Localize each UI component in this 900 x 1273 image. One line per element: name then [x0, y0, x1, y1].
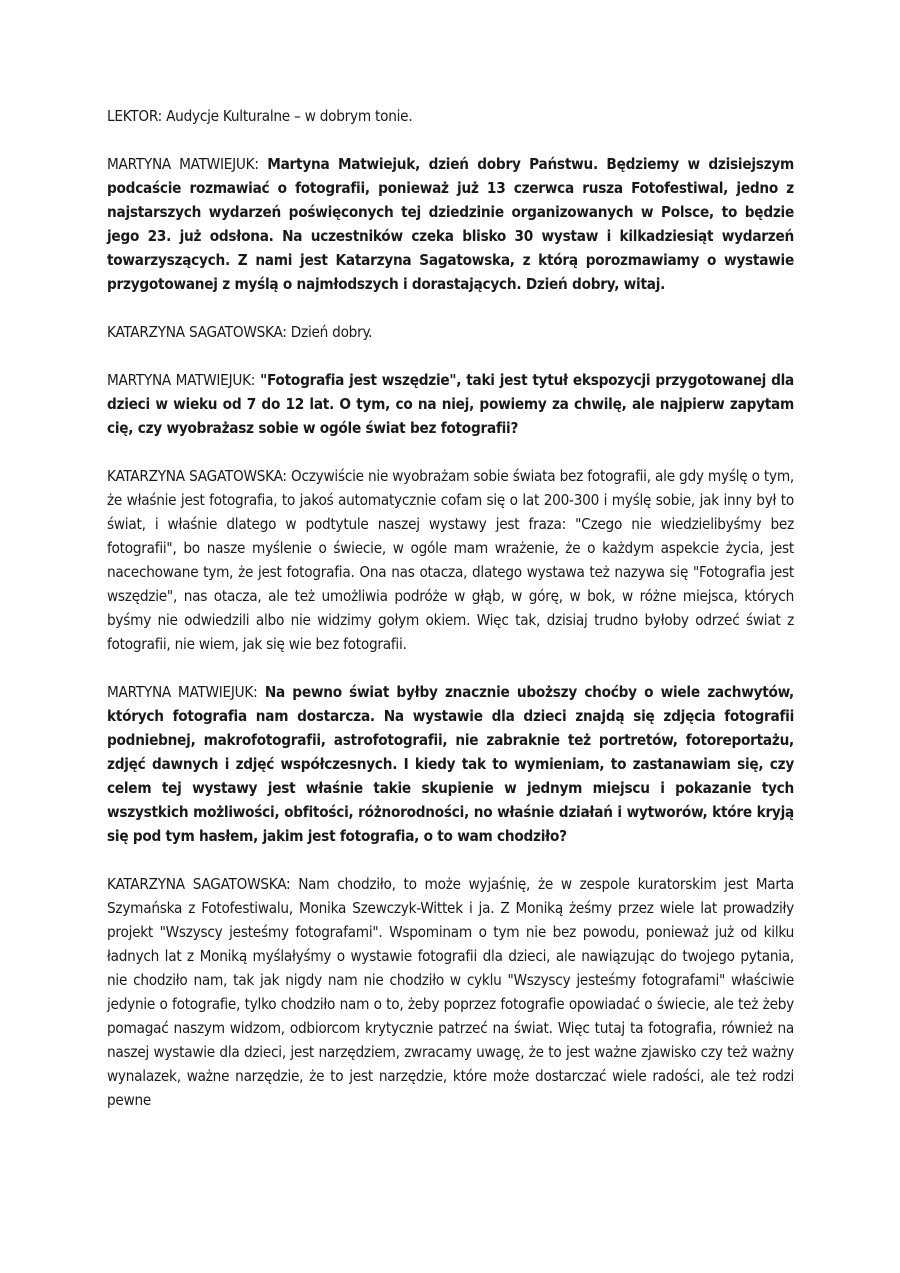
transcript-paragraph-matwiejuk-question-2 [107, 680, 794, 848]
paragraph-text: Nam chodziło, to może wyjaśnię, że w zespole kuratorskim jest Marta Szymańska z Fotofestiwalu, Monika Szewczyk-Wittek i ja. Z Moniką żeśmy przez wiele lat prowadziły projekt "Wszyscy jesteśmy fotografami". Wspominam o tym nie bez powodu, ponieważ już od kilku ładnych lat z Moniką myślałyśmy o wystawie fotografii dla dzieci, ale nawiązując do twojego pytania, nie chodziło nam, tak jak nigdy nam nie chodziło w cyklu "Wszyscy jesteśmy fotografami" właściwie jedynie o fotografie, tylko chodziło nam o to, żeby poprzez fotografie opowiadać o świecie, ale też żeby pomagać naszym widzom, odbiorcom krytycznie patrzeć na świat. Więc tutaj ta fotografia, również na naszej wystawie dla dzieci, jest narzędziem, zwracamy uwagę, że to jest ważne zjawisko czy też ważny wynalazek, ważne narzędzie, że to jest narzędzie, które może dostarczać wiele radości, ale też rodzi pewne [107, 875, 794, 1109]
paragraph-text: "Fotografia jest wszędzie", taki jest tytuł ekspozycji przygotowanej dla dzieci w wieku od 7 do 12 lat. O tym, co na niej, powiemy za chwilę, ale najpierw zapytam cię, czy wyobrażasz sobie w ogóle świat bez fotografii? [107, 371, 795, 437]
transcript-paragraph-lektor [107, 104, 794, 128]
speaker-label: LEKTOR: [107, 107, 162, 125]
speaker-label: KATARZYNA SAGATOWSKA: [107, 467, 287, 485]
paragraph-text: Audycje Kulturalne – w dobrym tonie. [162, 107, 413, 125]
transcript-paragraph-sagatowska-answer-2 [107, 872, 794, 1112]
transcript-paragraph-matwiejuk-intro [107, 152, 794, 296]
transcript-paragraph-sagatowska-answer-1 [107, 464, 794, 656]
speaker-label: KATARZYNA SAGATOWSKA: [107, 875, 291, 893]
document-page [107, 104, 794, 1136]
paragraph-text: Martyna Matwiejuk, dzień dobry Państwu. Będziemy w dzisiejszym podcaście rozmawiać o fotografii, ponieważ już 13 czerwca rusza Fotofestiwal, jedno z najstarszych wydarzeń poświęconych tej dziedzinie organizowanych w Polsce, to będzie jego 23. już odsłona. Na uczestników czeka blisko 30 wystaw i kilkadziesiąt wydarzeń towarzyszących. Z nami jest Katarzyna Sagatowska, z którą porozmawiamy o wystawie przygotowanej z myślą o najmłodszych i dorastających. Dzień dobry, witaj. [107, 155, 795, 293]
transcript-paragraph-matwiejuk-question-1 [107, 368, 794, 440]
transcript-paragraph-sagatowska-greeting [107, 320, 794, 344]
paragraph-text: Oczywiście nie wyobrażam sobie świata bez fotografii, ale gdy myślę o tym, że właśnie jest fotografia, to jakoś automatycznie cofam się o lat 200-300 i myślę sobie, jak inny był to świat, i właśnie dlatego w podtytule naszej wystawy jest fraza: "Czego nie wiedzielibyśmy bez fotografii", bo nasze myślenie o świecie, w ogóle mam wrażenie, że o każdym aspekcie życia, jest nacechowane tym, że jest fotografia. Ona nas otacza, dlatego wystawa też nazywa się "Fotografia jest wszędzie", nas otacza, ale też umożliwia podróże w głąb, w górę, w bok, w różne miejsca, których byśmy nie odwiedzili albo nie widzimy gołym okiem. Więc tak, dzisiaj trudno byłoby odrzeć świat z fotografii, nie wiem, jak się wie bez fotografii. [107, 467, 794, 653]
paragraph-text: Na pewno świat byłby znacznie uboższy choćby o wiele zachwytów, których fotografia nam dostarcza. Na wystawie dla dzieci znajdą się zdjęcia fotografii podniebnej, makrofotografii, astrofotografii, nie zabraknie też portretów, fotoreportażu, zdjęć dawnych i zdjęć współczesnych. I kiedy tak to wymieniam, to zastanawiam się, czy celem tej wystawy jest właśnie takie skupienie w jednym miejscu i pokazanie tych wszystkich możliwości, obfitości, różnorodności, no właśnie działań i wytworów, które kryją się pod tym hasłem, jakim jest fotografia, o to wam chodziło? [107, 683, 794, 845]
paragraph-text: Dzień dobry. [286, 323, 373, 341]
speaker-label: MARTYNA MATWIEJUK: [107, 155, 259, 173]
speaker-label: MARTYNA MATWIEJUK: [107, 683, 258, 701]
speaker-label: MARTYNA MATWIEJUK: [107, 371, 256, 389]
speaker-label: KATARZYNA SAGATOWSKA: [107, 323, 287, 341]
